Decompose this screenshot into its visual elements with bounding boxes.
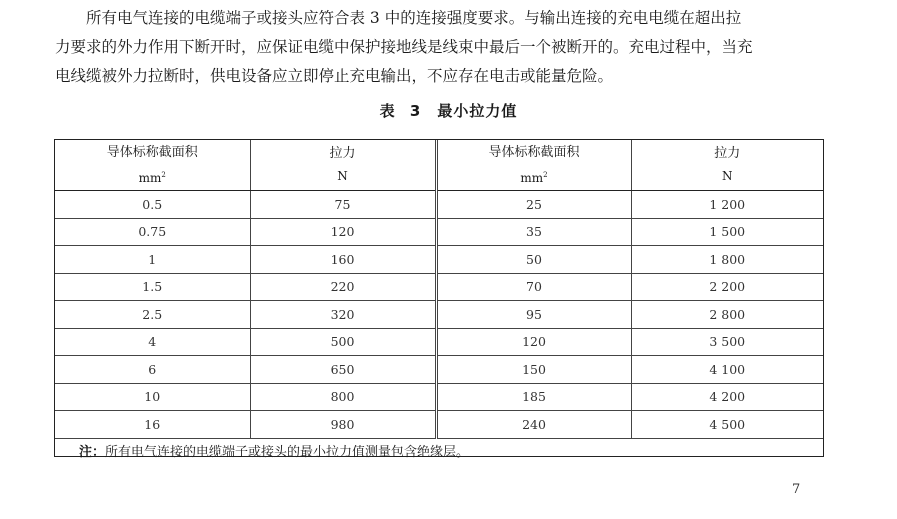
header-unit: $mm^2$ xyxy=(520,170,548,185)
table-header-row xyxy=(55,140,823,191)
table-cell: 220 xyxy=(250,273,436,301)
table-title: 表 3 最小拉力值 xyxy=(379,102,518,120)
table-cell: 70 xyxy=(436,273,631,301)
table-cell: 10 xyxy=(55,383,250,411)
note-text: 所有电气连接的电缆端子或接头的最小拉力值测量包含绝缘层。 xyxy=(105,445,470,460)
table-cell: 4 500 xyxy=(631,411,823,439)
table-cell: 75 xyxy=(250,191,436,219)
header-unit: N xyxy=(337,169,348,183)
table-cell: 4 xyxy=(55,328,250,356)
table-cell: 120 xyxy=(436,328,631,356)
table-cell: 185 xyxy=(436,383,631,411)
table-cell: 800 xyxy=(250,383,436,411)
table-cell: 120 xyxy=(250,218,436,246)
table-row xyxy=(55,246,823,274)
table-cell: 95 xyxy=(436,301,631,329)
table-cell: 16 xyxy=(55,411,250,439)
header-label: 拉力 xyxy=(714,146,741,161)
table-cell: 35 xyxy=(436,218,631,246)
header-unit: $mm^2$ xyxy=(138,170,166,185)
table-cell: 1 200 xyxy=(631,191,823,219)
table-row xyxy=(55,411,823,439)
table-cell: 650 xyxy=(250,356,436,384)
table-cell: 320 xyxy=(250,301,436,329)
table-cell: 980 xyxy=(250,411,436,439)
header-label: 导体标称截面积 xyxy=(488,144,580,160)
table-cell: 50 xyxy=(436,246,631,274)
table-note-row xyxy=(55,438,823,463)
table-row xyxy=(55,356,823,384)
body-paragraph xyxy=(55,4,845,91)
table-row xyxy=(55,218,823,246)
header-tension-left xyxy=(250,140,436,191)
table-cell: 150 xyxy=(436,356,631,384)
min-tension-table xyxy=(54,139,824,460)
table-cell: 6 xyxy=(55,356,250,384)
paragraph-line: 所有电气连接的电缆端子或接头应符合表 3 中的连接强度要求。与输出连接的充电电缆在超出拉 xyxy=(86,9,742,27)
table-cell: 1 xyxy=(55,246,250,274)
note-label: 注： xyxy=(79,445,106,460)
data-table xyxy=(55,140,823,463)
paragraph-line: 力要求的外力作用下断开时，应保证电缆中保护接地线是线束中最后一个被断开的。充电过程中，当充 xyxy=(55,38,753,56)
table-cell: 240 xyxy=(436,411,631,439)
table-cell: 1 800 xyxy=(631,246,823,274)
page-number: 7 xyxy=(792,482,801,497)
header-cross-section-right xyxy=(436,140,631,191)
table-cell: 0.5 xyxy=(55,191,250,219)
table-row xyxy=(55,301,823,329)
table-cell: 3 500 xyxy=(631,328,823,356)
table-row xyxy=(55,191,823,219)
header-label: 拉力 xyxy=(329,146,356,161)
table-cell: 0.75 xyxy=(55,218,250,246)
table-row xyxy=(55,383,823,411)
table-cell: 1.5 xyxy=(55,273,250,301)
header-cross-section-left xyxy=(55,140,250,191)
header-label: 导体标称截面积 xyxy=(106,144,198,160)
table-cell: 25 xyxy=(436,191,631,219)
table-cell: 4 200 xyxy=(631,383,823,411)
table-cell: 4 100 xyxy=(631,356,823,384)
table-cell: 2 800 xyxy=(631,301,823,329)
table-cell: 2 200 xyxy=(631,273,823,301)
table-cell: 1 500 xyxy=(631,218,823,246)
table-row xyxy=(55,328,823,356)
table-cell: 500 xyxy=(250,328,436,356)
table-cell: 2.5 xyxy=(55,301,250,329)
table-row xyxy=(55,273,823,301)
header-tension-right xyxy=(631,140,823,191)
table-cell: 160 xyxy=(250,246,436,274)
header-unit: N xyxy=(722,169,733,183)
table-note xyxy=(55,438,823,463)
paragraph-line: 电线缆被外力拉断时，供电设备应立即停止充电输出，不应存在电击或能量危险。 xyxy=(55,67,614,85)
